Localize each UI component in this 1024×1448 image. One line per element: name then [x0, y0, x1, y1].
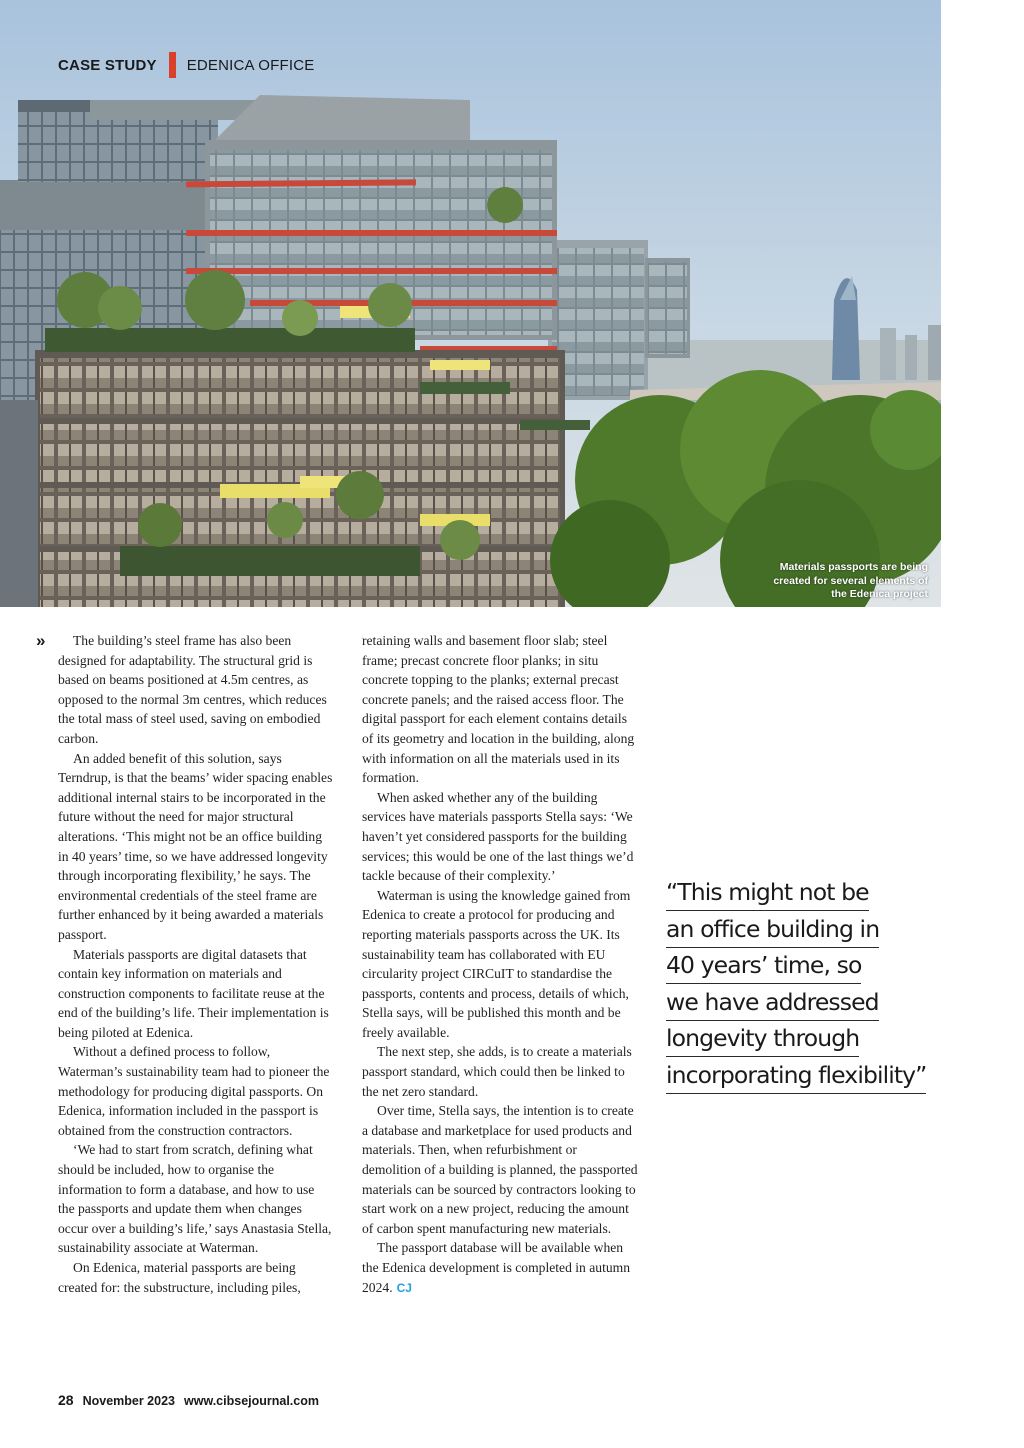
paragraph: Waterman is using the knowledge gained from Edenica to create a protocol for producing and reporting materials passports across the UK. Its sustainability team has collaborated with EU circularity project CIRCuIT to standardise the passports, contents and process, details of which, Stella says, will be published this month and be freely available.: [362, 887, 631, 1040]
paragraph: The building’s steel frame has also been designed for adaptability. The structural grid is based on beams positioned at 4.5m centres, as opposed to the normal 3m centres, which reduces the total mass of steel used, saving on embodied carbon.: [58, 633, 327, 746]
paragraph: retaining walls and basement floor slab; steel frame; precast concrete floor planks; in situ concrete topping to the planks; external precast concrete panels; and the raised access floor. The digital passport for each element contains details of its geometry and location in the building, along with information on all the materials used in its formation.: [362, 633, 635, 786]
issue-date: November 2023: [82, 1394, 175, 1408]
pull-quote: [666, 876, 946, 1096]
pull-quote-line: 40 years’ time, so: [666, 949, 861, 984]
paragraph: When asked whether any of the building services have materials passports Stella says: ‘We haven’t yet considered passports for the building services; this would be one of the last things we’d tackle because of their complexity.’: [362, 789, 634, 884]
chevron-double-right-icon: »: [36, 631, 46, 650]
end-mark: CJ: [396, 1280, 412, 1295]
closing-paragraph: [362, 1238, 638, 1298]
pull-quote-line: we have addressed: [666, 986, 879, 1021]
website-link[interactable]: www.cibsejournal.com: [184, 1394, 319, 1408]
paragraph: Over time, Stella says, the intention is to create a database and marketplace for used products and materials. Then, when refurbishment or demolition of a building is planned, the passported materials can be sourced by contractors looking to start work on a new project, reducing the amount of carbon spent manufacturing new materials.: [362, 1103, 638, 1236]
pull-quote-line: longevity through: [666, 1022, 859, 1057]
section-label: CASE STUDY: [58, 56, 157, 74]
closing-text: The passport database will be available when the Edenica development is completed in autumn 2024.: [362, 1240, 631, 1295]
paragraph: Without a defined process to follow, Waterman’s sustainability team had to pioneer the methodology for producing digital passports. On Edenica, information included in the passport is obtained from the construction contractors.: [58, 1044, 330, 1138]
article-column-1: [58, 631, 334, 1297]
paragraph: Materials passports are digital datasets that contain key information on materials and construction components to facilitate reuse at the end of the building’s life. Their implementation is being piloted at Edenica.: [58, 946, 329, 1040]
pull-quote-line: “This might not be: [666, 876, 869, 911]
paragraph: The next step, she adds, is to create a materials passport standard, which could then be linked to the net zero standard.: [362, 1044, 632, 1099]
header-divider: [169, 52, 176, 78]
paragraph: ‘We had to start from scratch, defining what should be included, how to organise the information to form a database, and how to use the passports and update them when changes occur over a building’s life,’ says Anastasia Stella, sustainability associate at Waterman.: [58, 1142, 332, 1256]
building-illustration: [0, 0, 941, 607]
image-caption: Materials passports are being created for several elements of the Edenica project: [773, 561, 928, 600]
paragraph: On Edenica, material passports are being created for: the substructure, including piles,: [58, 1260, 301, 1295]
pull-quote-line: an office building in: [666, 913, 879, 948]
article-column-2: [362, 631, 638, 1298]
section-header: [58, 52, 315, 78]
paragraph: An added benefit of this solution, says Terndrup, is that the beams’ wider spacing enables additional internal stairs to be incorporated in the future without the need for major structural alterations. ‘This might not be an office building in 40 years’ time, so we have addressed longevity through incorporating flexibility,’ he says. The environmental credentials of the steel frame are further enhanced by it being awarded a materials passport.: [58, 750, 333, 942]
hero-image: [0, 0, 941, 607]
article-title: EDENICA OFFICE: [186, 56, 315, 74]
page-footer: [58, 1392, 319, 1408]
page-number: 28: [58, 1392, 74, 1408]
pull-quote-line: incorporating flexibility”: [666, 1059, 926, 1094]
